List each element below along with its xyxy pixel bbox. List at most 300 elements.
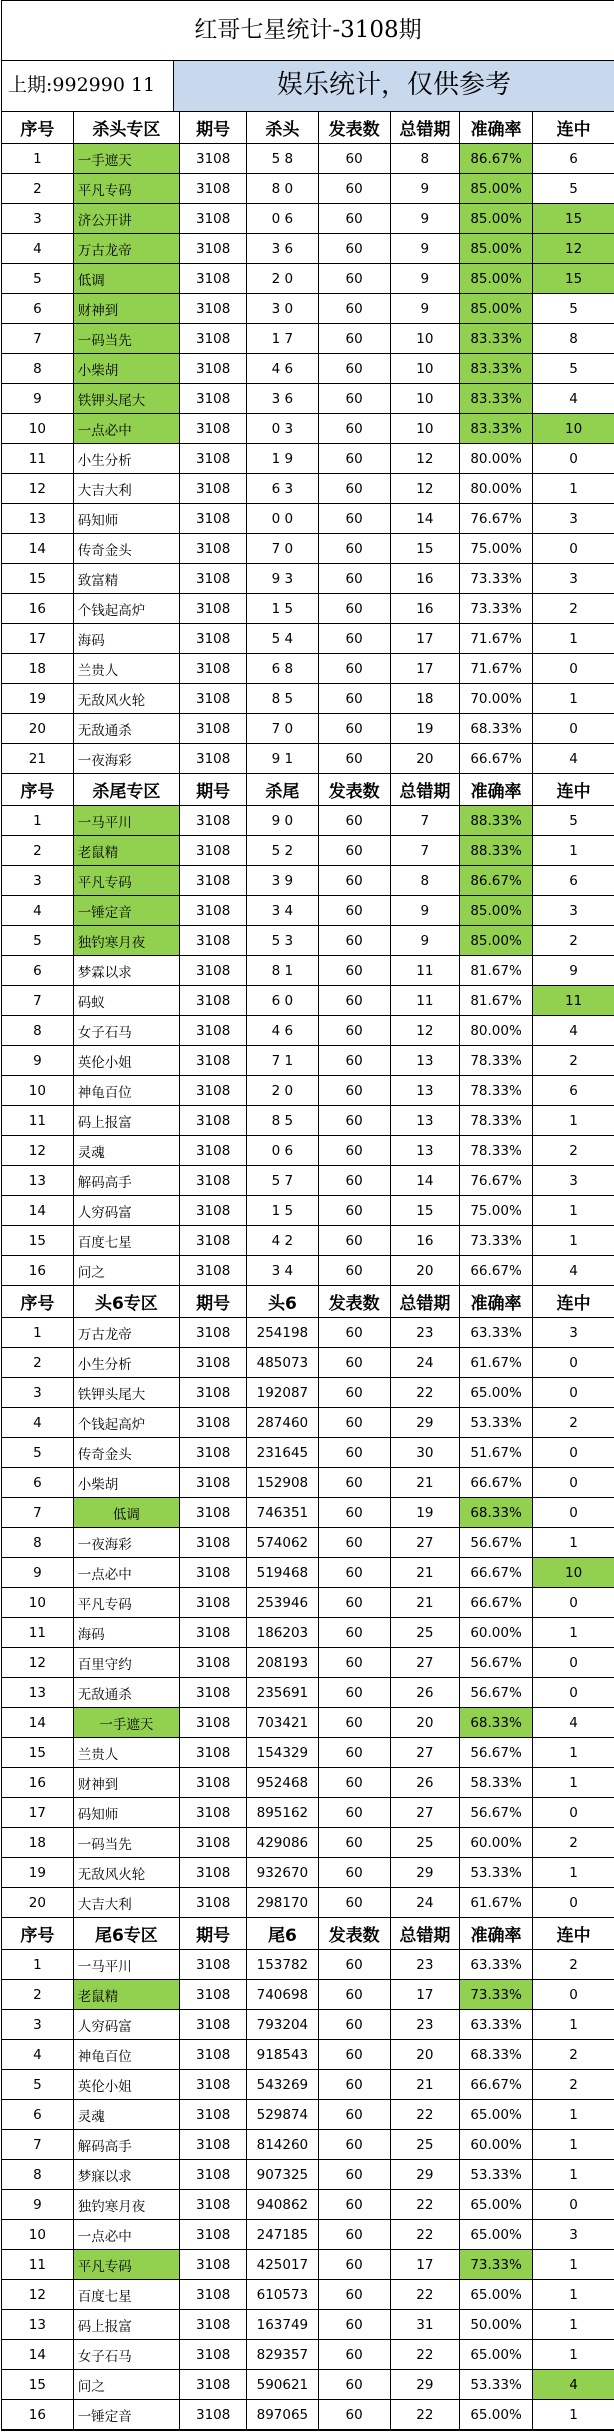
- published-count-cell: 60: [318, 1348, 390, 1378]
- total-misses-cell: 25: [390, 1618, 459, 1648]
- row-number-cell: 2: [2, 1348, 73, 1378]
- accuracy-rate-cell: 56.67%: [459, 1798, 532, 1828]
- row-number-cell: 14: [2, 2340, 73, 2370]
- table-row: [2, 2160, 614, 2190]
- predictor-name-cell: 传奇金头: [73, 1438, 179, 1468]
- row-number-cell: 15: [2, 2370, 73, 2400]
- table-row: [2, 534, 614, 564]
- prediction-value-cell: 9 1: [247, 744, 318, 774]
- total-misses-cell: 29: [390, 2160, 459, 2190]
- hit-streak-cell: 6: [533, 144, 614, 174]
- column-header-predictor-name: 尾6专区: [73, 1918, 179, 1950]
- row-number-cell: 3: [2, 2010, 73, 2040]
- prediction-value-cell: 5 3: [247, 926, 318, 956]
- published-count-cell: 60: [318, 234, 390, 264]
- hit-streak-cell: 3: [533, 1318, 614, 1348]
- table-row: [2, 1798, 614, 1828]
- prediction-value-cell: 231645: [247, 1438, 318, 1468]
- predictor-name-cell: 无敌通杀: [73, 714, 179, 744]
- table-row: [2, 564, 614, 594]
- total-misses-cell: 24: [390, 1348, 459, 1378]
- total-misses-cell: 9: [390, 204, 459, 234]
- row-number-cell: 6: [2, 1468, 73, 1498]
- total-misses-cell: 22: [390, 2400, 459, 2430]
- prediction-value-cell: 940862: [247, 2190, 318, 2220]
- table-row: [2, 504, 614, 534]
- predictor-name-cell: 无敌风火轮: [73, 684, 179, 714]
- predictor-name-cell: 灵魂: [73, 2100, 179, 2130]
- period-cell: 3108: [180, 504, 247, 534]
- period-cell: 3108: [180, 414, 247, 444]
- row-number-cell: 7: [2, 2130, 73, 2160]
- hit-streak-cell: 2: [533, 1950, 614, 1980]
- period-cell: 3108: [180, 1046, 247, 1076]
- page-title: 红哥七星统计-3108期: [2, 0, 614, 61]
- accuracy-rate-cell: 66.67%: [459, 2070, 532, 2100]
- period-cell: 3108: [180, 1588, 247, 1618]
- period-cell: 3108: [180, 2250, 247, 2280]
- predictor-name-cell: 解码高手: [73, 1166, 179, 1196]
- predictor-name-cell: 一锤定音: [73, 896, 179, 926]
- accuracy-rate-cell: 88.33%: [459, 806, 532, 836]
- accuracy-rate-cell: 86.67%: [459, 866, 532, 896]
- published-count-cell: 60: [318, 474, 390, 504]
- predictor-name-cell: 女子石马: [73, 2340, 179, 2370]
- hit-streak-cell: 12: [533, 234, 614, 264]
- row-number-cell: 3: [2, 1378, 73, 1408]
- row-number-cell: 13: [2, 504, 73, 534]
- prediction-value-cell: 529874: [247, 2100, 318, 2130]
- column-header-accuracy-rate: 准确率: [459, 774, 532, 806]
- period-cell: 3108: [180, 684, 247, 714]
- total-misses-cell: 17: [390, 654, 459, 684]
- accuracy-rate-cell: 83.33%: [459, 384, 532, 414]
- row-number-cell: 15: [2, 564, 73, 594]
- table-row: [2, 2040, 614, 2070]
- hit-streak-cell: 5: [533, 806, 614, 836]
- prediction-value-cell: 793204: [247, 2010, 318, 2040]
- total-misses-cell: 10: [390, 414, 459, 444]
- period-cell: 3108: [180, 1798, 247, 1828]
- row-number-cell: 8: [2, 354, 73, 384]
- period-cell: 3108: [180, 2340, 247, 2370]
- stats-table: [2, 1286, 614, 1918]
- published-count-cell: 60: [318, 1888, 390, 1918]
- hit-streak-cell: 9: [533, 956, 614, 986]
- accuracy-rate-cell: 65.00%: [459, 2190, 532, 2220]
- row-number-cell: 18: [2, 654, 73, 684]
- prediction-value-cell: 1 7: [247, 324, 318, 354]
- period-cell: 3108: [180, 2400, 247, 2430]
- row-number-cell: 20: [2, 714, 73, 744]
- published-count-cell: 60: [318, 594, 390, 624]
- hit-streak-cell: 2: [533, 1136, 614, 1166]
- total-misses-cell: 14: [390, 504, 459, 534]
- prediction-value-cell: 429086: [247, 1828, 318, 1858]
- total-misses-cell: 29: [390, 1858, 459, 1888]
- period-cell: 3108: [180, 1768, 247, 1798]
- table-row: [2, 2010, 614, 2040]
- accuracy-rate-cell: 85.00%: [459, 926, 532, 956]
- period-cell: 3108: [180, 1648, 247, 1678]
- prediction-value-cell: 253946: [247, 1588, 318, 1618]
- row-number-cell: 2: [2, 1980, 73, 2010]
- predictor-name-cell: 个钱起高炉: [73, 594, 179, 624]
- accuracy-rate-cell: 71.67%: [459, 654, 532, 684]
- hit-streak-cell: 5: [533, 354, 614, 384]
- stats-table: [2, 774, 614, 1286]
- hit-streak-cell: 1: [533, 1196, 614, 1226]
- accuracy-rate-cell: 63.33%: [459, 2010, 532, 2040]
- table-row: [2, 1378, 614, 1408]
- predictor-name-cell: 老鼠精: [73, 836, 179, 866]
- hit-streak-cell: 1: [533, 2130, 614, 2160]
- stats-table: [2, 1918, 614, 2430]
- row-number-cell: 15: [2, 1226, 73, 1256]
- table-header-row: [2, 1918, 614, 1950]
- total-misses-cell: 24: [390, 1888, 459, 1918]
- period-cell: 3108: [180, 2280, 247, 2310]
- hit-streak-cell: 0: [533, 1378, 614, 1408]
- prediction-value-cell: 287460: [247, 1408, 318, 1438]
- row-number-cell: 11: [2, 1618, 73, 1648]
- published-count-cell: 60: [318, 806, 390, 836]
- published-count-cell: 60: [318, 1798, 390, 1828]
- period-cell: 3108: [180, 2070, 247, 2100]
- prediction-value-cell: 8 5: [247, 1106, 318, 1136]
- table-row: [2, 414, 614, 444]
- prediction-value-cell: 5 2: [247, 836, 318, 866]
- published-count-cell: 60: [318, 2130, 390, 2160]
- published-count-cell: 60: [318, 1016, 390, 1046]
- stats-sheet: [1, 0, 614, 2431]
- accuracy-rate-cell: 65.00%: [459, 2220, 532, 2250]
- total-misses-cell: 20: [390, 2040, 459, 2070]
- prediction-value-cell: 829357: [247, 2340, 318, 2370]
- period-cell: 3108: [180, 1468, 247, 1498]
- row-number-cell: 2: [2, 836, 73, 866]
- total-misses-cell: 13: [390, 1106, 459, 1136]
- table-row: [2, 1588, 614, 1618]
- column-header-predictor-name: 杀尾专区: [73, 774, 179, 806]
- row-number-cell: 19: [2, 1858, 73, 1888]
- total-misses-cell: 22: [390, 2340, 459, 2370]
- row-number-cell: 10: [2, 1588, 73, 1618]
- hit-streak-cell: 3: [533, 896, 614, 926]
- table-row: [2, 2220, 614, 2250]
- table-row: [2, 896, 614, 926]
- accuracy-rate-cell: 78.33%: [459, 1046, 532, 1076]
- total-misses-cell: 15: [390, 534, 459, 564]
- period-cell: 3108: [180, 2190, 247, 2220]
- accuracy-rate-cell: 75.00%: [459, 534, 532, 564]
- table-row: [2, 2370, 614, 2400]
- period-cell: 3108: [180, 1106, 247, 1136]
- period-cell: 3108: [180, 174, 247, 204]
- published-count-cell: 60: [318, 714, 390, 744]
- predictor-name-cell: 码知师: [73, 1798, 179, 1828]
- hit-streak-cell: 4: [533, 1708, 614, 1738]
- published-count-cell: 60: [318, 1256, 390, 1286]
- predictor-name-cell: 人穷码富: [73, 1196, 179, 1226]
- row-number-cell: 6: [2, 294, 73, 324]
- column-header-published-count: 发表数: [318, 1918, 390, 1950]
- table-row: [2, 806, 614, 836]
- published-count-cell: 60: [318, 1498, 390, 1528]
- period-cell: 3108: [180, 1618, 247, 1648]
- prediction-value-cell: 6 0: [247, 986, 318, 1016]
- period-cell: 3108: [180, 1196, 247, 1226]
- table-row: [2, 2340, 614, 2370]
- predictor-name-cell: 独钓寒月夜: [73, 2190, 179, 2220]
- table-row: [2, 204, 614, 234]
- accuracy-rate-cell: 83.33%: [459, 354, 532, 384]
- hit-streak-cell: 0: [533, 714, 614, 744]
- published-count-cell: 60: [318, 1106, 390, 1136]
- accuracy-rate-cell: 76.67%: [459, 1166, 532, 1196]
- column-header-hit-streak: 连中: [533, 112, 614, 144]
- row-number-cell: 6: [2, 2100, 73, 2130]
- table-row: [2, 1046, 614, 1076]
- period-cell: 3108: [180, 1708, 247, 1738]
- row-number-cell: 18: [2, 1828, 73, 1858]
- predictor-name-cell: 平凡专码: [73, 866, 179, 896]
- total-misses-cell: 16: [390, 1226, 459, 1256]
- period-cell: 3108: [180, 926, 247, 956]
- predictor-name-cell: 小柴胡: [73, 1468, 179, 1498]
- published-count-cell: 60: [318, 654, 390, 684]
- total-misses-cell: 14: [390, 1166, 459, 1196]
- total-misses-cell: 7: [390, 836, 459, 866]
- accuracy-rate-cell: 78.33%: [459, 1136, 532, 1166]
- row-number-cell: 4: [2, 2040, 73, 2070]
- published-count-cell: 60: [318, 1136, 390, 1166]
- row-number-cell: 20: [2, 1888, 73, 1918]
- predictor-name-cell: 一点必中: [73, 414, 179, 444]
- predictor-name-cell: 梦霖以求: [73, 956, 179, 986]
- table-row: [2, 1256, 614, 1286]
- accuracy-rate-cell: 51.67%: [459, 1438, 532, 1468]
- row-number-cell: 9: [2, 1046, 73, 1076]
- prediction-value-cell: 543269: [247, 2070, 318, 2100]
- accuracy-rate-cell: 63.33%: [459, 1950, 532, 1980]
- predictor-name-cell: 一夜海彩: [73, 744, 179, 774]
- total-misses-cell: 29: [390, 1408, 459, 1438]
- table-row: [2, 926, 614, 956]
- column-header-total-misses: 总错期: [390, 112, 459, 144]
- prediction-value-cell: 7 0: [247, 534, 318, 564]
- period-cell: 3108: [180, 1378, 247, 1408]
- column-header-published-count: 发表数: [318, 774, 390, 806]
- period-cell: 3108: [180, 1348, 247, 1378]
- table-row: [2, 1318, 614, 1348]
- prediction-value-cell: 519468: [247, 1558, 318, 1588]
- predictor-name-cell: 神龟百位: [73, 1076, 179, 1106]
- predictor-name-cell: 低调: [73, 1498, 179, 1528]
- predictor-name-cell: 铁钾头尾大: [73, 1378, 179, 1408]
- period-cell: 3108: [180, 1318, 247, 1348]
- total-misses-cell: 9: [390, 926, 459, 956]
- table-row: [2, 1348, 614, 1378]
- period-cell: 3108: [180, 1438, 247, 1468]
- period-cell: 3108: [180, 264, 247, 294]
- published-count-cell: 60: [318, 2340, 390, 2370]
- hit-streak-cell: 10: [533, 1558, 614, 1588]
- column-header-accuracy-rate: 准确率: [459, 1286, 532, 1318]
- row-number-cell: 7: [2, 986, 73, 1016]
- row-number-cell: 16: [2, 1256, 73, 1286]
- hit-streak-cell: 1: [533, 2280, 614, 2310]
- table-row: [2, 2250, 614, 2280]
- predictor-name-cell: 海码: [73, 1618, 179, 1648]
- row-number-cell: 16: [2, 594, 73, 624]
- accuracy-rate-cell: 60.00%: [459, 1828, 532, 1858]
- predictor-name-cell: 传奇金头: [73, 534, 179, 564]
- predictor-name-cell: 百里守约: [73, 1648, 179, 1678]
- prediction-value-cell: 895162: [247, 1798, 318, 1828]
- prediction-value-cell: 7 0: [247, 714, 318, 744]
- prediction-value-cell: 485073: [247, 1348, 318, 1378]
- prediction-value-cell: 254198: [247, 1318, 318, 1348]
- prediction-value-cell: 897065: [247, 2400, 318, 2430]
- total-misses-cell: 7: [390, 806, 459, 836]
- predictor-name-cell: 女子石马: [73, 1016, 179, 1046]
- prediction-value-cell: 154329: [247, 1738, 318, 1768]
- row-number-cell: 5: [2, 1438, 73, 1468]
- table-row: [2, 474, 614, 504]
- row-number-cell: 5: [2, 2070, 73, 2100]
- row-number-cell: 12: [2, 1648, 73, 1678]
- column-header-hit-streak: 连中: [533, 774, 614, 806]
- hit-streak-cell: 3: [533, 564, 614, 594]
- predictor-name-cell: 一手遮天: [73, 144, 179, 174]
- column-header-period: 期号: [180, 1918, 247, 1950]
- prediction-value-cell: 610573: [247, 2280, 318, 2310]
- accuracy-rate-cell: 66.67%: [459, 744, 532, 774]
- prediction-value-cell: 746351: [247, 1498, 318, 1528]
- total-misses-cell: 20: [390, 744, 459, 774]
- accuracy-rate-cell: 85.00%: [459, 234, 532, 264]
- published-count-cell: 60: [318, 1438, 390, 1468]
- predictor-name-cell: 码上报富: [73, 1106, 179, 1136]
- prediction-value-cell: 3 6: [247, 234, 318, 264]
- total-misses-cell: 13: [390, 1076, 459, 1106]
- hit-streak-cell: 4: [533, 384, 614, 414]
- hit-streak-cell: 10: [533, 414, 614, 444]
- accuracy-rate-cell: 53.33%: [459, 2160, 532, 2190]
- predictor-name-cell: 一码当先: [73, 324, 179, 354]
- column-header-period: 期号: [180, 1286, 247, 1318]
- prediction-value-cell: 8 0: [247, 174, 318, 204]
- table-row: [2, 1708, 614, 1738]
- total-misses-cell: 20: [390, 1708, 459, 1738]
- table-row: [2, 1678, 614, 1708]
- period-cell: 3108: [180, 2130, 247, 2160]
- hit-streak-cell: 15: [533, 264, 614, 294]
- total-misses-cell: 8: [390, 144, 459, 174]
- total-misses-cell: 11: [390, 986, 459, 1016]
- table-header-row: [2, 112, 614, 144]
- total-misses-cell: 21: [390, 1588, 459, 1618]
- predictor-name-cell: 英伦小姐: [73, 1046, 179, 1076]
- table-row: [2, 1858, 614, 1888]
- period-cell: 3108: [180, 474, 247, 504]
- accuracy-rate-cell: 61.67%: [459, 1348, 532, 1378]
- row-number-cell: 13: [2, 1678, 73, 1708]
- total-misses-cell: 9: [390, 234, 459, 264]
- row-number-cell: 14: [2, 1708, 73, 1738]
- prediction-value-cell: 3 0: [247, 294, 318, 324]
- published-count-cell: 60: [318, 1076, 390, 1106]
- predictor-name-cell: 百度七星: [73, 1226, 179, 1256]
- table-row: [2, 594, 614, 624]
- predictor-name-cell: 一锤定音: [73, 2400, 179, 2430]
- total-misses-cell: 23: [390, 2010, 459, 2040]
- accuracy-rate-cell: 65.00%: [459, 1378, 532, 1408]
- accuracy-rate-cell: 58.33%: [459, 1768, 532, 1798]
- total-misses-cell: 20: [390, 1256, 459, 1286]
- period-cell: 3108: [180, 1408, 247, 1438]
- row-number-cell: 15: [2, 1738, 73, 1768]
- row-number-cell: 13: [2, 1166, 73, 1196]
- prediction-value-cell: 6 3: [247, 474, 318, 504]
- hit-streak-cell: 1: [533, 1618, 614, 1648]
- prediction-value-cell: 8 1: [247, 956, 318, 986]
- total-misses-cell: 17: [390, 624, 459, 654]
- table-row: [2, 1468, 614, 1498]
- published-count-cell: 60: [318, 2310, 390, 2340]
- table-row: [2, 836, 614, 866]
- predictor-name-cell: 小柴胡: [73, 354, 179, 384]
- total-misses-cell: 8: [390, 866, 459, 896]
- predictor-name-cell: 济公开讲: [73, 204, 179, 234]
- predictor-name-cell: 英伦小姐: [73, 2070, 179, 2100]
- predictor-name-cell: 个钱起高炉: [73, 1408, 179, 1438]
- prediction-value-cell: 918543: [247, 2040, 318, 2070]
- published-count-cell: 60: [318, 1468, 390, 1498]
- published-count-cell: 60: [318, 564, 390, 594]
- row-number-cell: 6: [2, 956, 73, 986]
- row-number-cell: 8: [2, 1016, 73, 1046]
- accuracy-rate-cell: 85.00%: [459, 204, 532, 234]
- accuracy-rate-cell: 71.67%: [459, 624, 532, 654]
- table-row: [2, 624, 614, 654]
- published-count-cell: 60: [318, 204, 390, 234]
- table-row: [2, 744, 614, 774]
- published-count-cell: 60: [318, 1858, 390, 1888]
- table-row: [2, 264, 614, 294]
- table-row: [2, 1950, 614, 1980]
- prediction-value-cell: 163749: [247, 2310, 318, 2340]
- predictor-name-cell: 平凡专码: [73, 1588, 179, 1618]
- hit-streak-cell: 1: [533, 2160, 614, 2190]
- total-misses-cell: 25: [390, 1828, 459, 1858]
- table-row: [2, 1076, 614, 1106]
- predictor-name-cell: 一点必中: [73, 1558, 179, 1588]
- accuracy-rate-cell: 66.67%: [459, 1588, 532, 1618]
- table-row: [2, 1196, 614, 1226]
- published-count-cell: 60: [318, 2160, 390, 2190]
- table-row: [2, 1438, 614, 1468]
- published-count-cell: 60: [318, 1226, 390, 1256]
- published-count-cell: 60: [318, 2370, 390, 2400]
- table-row: [2, 234, 614, 264]
- accuracy-rate-cell: 53.33%: [459, 1408, 532, 1438]
- table-row: [2, 1166, 614, 1196]
- table-row: [2, 956, 614, 986]
- table-row: [2, 654, 614, 684]
- published-count-cell: 60: [318, 1408, 390, 1438]
